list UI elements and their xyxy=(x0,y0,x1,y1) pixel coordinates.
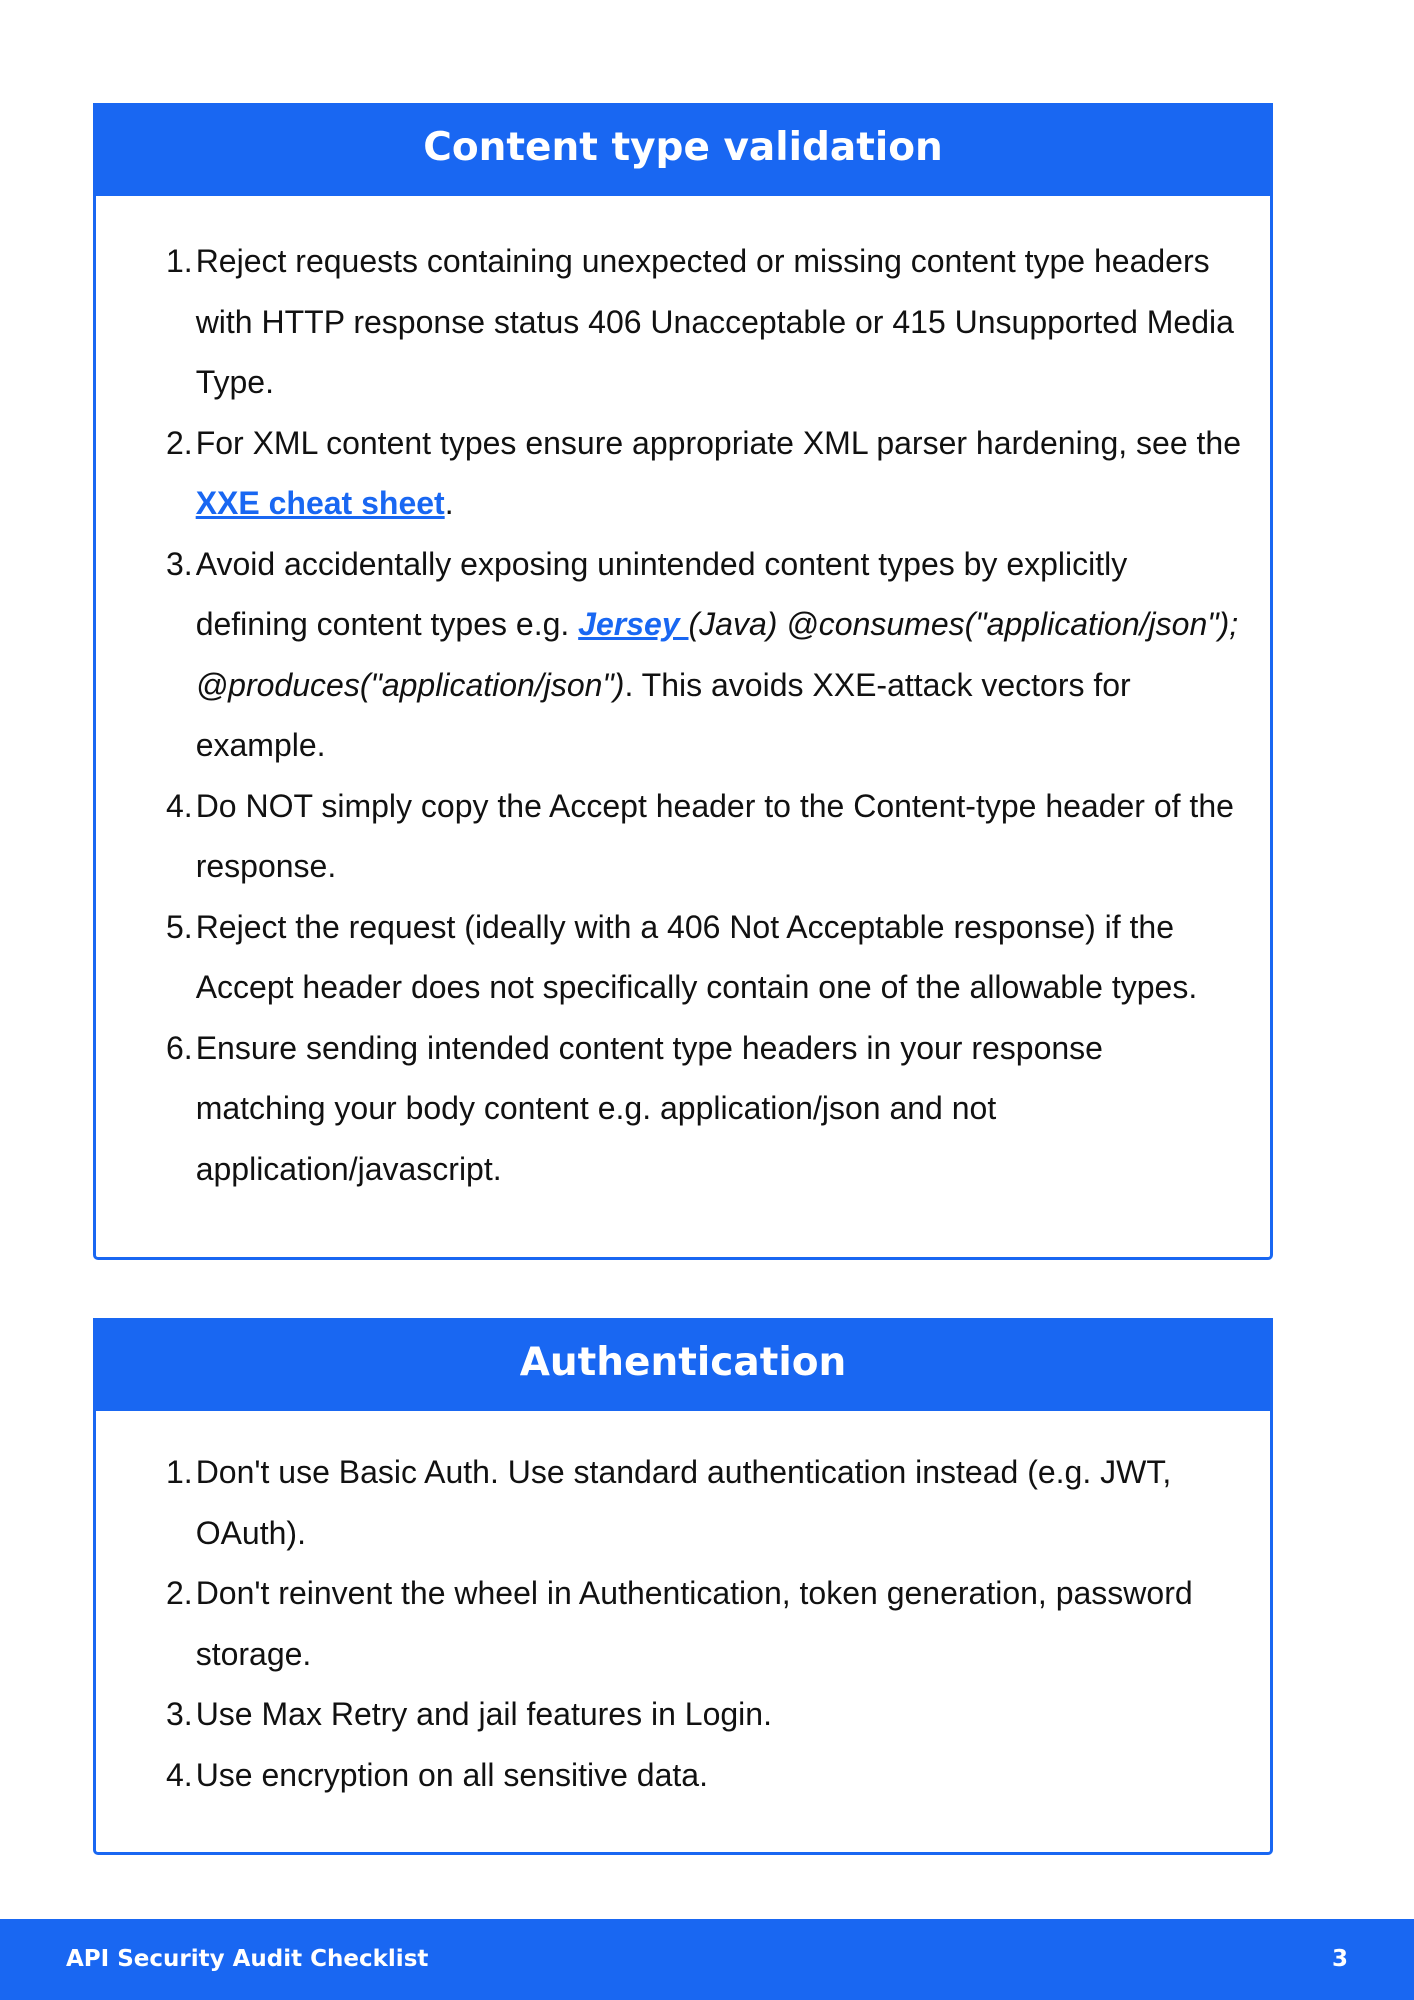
content-type-validation-list xyxy=(166,231,1241,1199)
list-item xyxy=(166,897,1241,1018)
list-item xyxy=(166,1684,1206,1745)
list-number: 2. xyxy=(166,424,193,461)
page-number: 3 xyxy=(1331,1946,1348,1972)
xxe-cheat-sheet-link[interactable]: XXE cheat sheet xyxy=(195,485,445,521)
list-item xyxy=(166,1442,1206,1563)
authentication-card xyxy=(93,1318,1273,1855)
list-text: Reject the request (ideally with a 406 Not Acceptable response) if the Accept header does not specifically contain one of the allowable types. xyxy=(195,908,1198,1005)
list-item xyxy=(166,1018,1241,1200)
authentication-title: Authentication xyxy=(93,1318,1273,1411)
list-text: Don't use Basic Auth. Use standard authentication instead (e.g. JWT, OAuth). xyxy=(195,1454,1172,1551)
list-text: Use encryption on all sensitive data. xyxy=(195,1756,708,1793)
list-number: 1. xyxy=(166,1454,193,1490)
list-text: Use Max Retry and jail features in Login. xyxy=(195,1696,772,1732)
authentication-list xyxy=(166,1442,1206,1805)
list-text-after: . xyxy=(444,485,454,521)
list-item xyxy=(166,231,1241,413)
jersey-link[interactable]: Jersey xyxy=(578,606,689,642)
list-item xyxy=(166,1563,1206,1684)
page-footer xyxy=(0,1919,1414,2000)
list-text: Do NOT simply copy the Accept header to the Content-type header of the response. xyxy=(195,787,1234,884)
list-text xyxy=(196,534,1241,776)
list-number: 3. xyxy=(166,1696,193,1732)
list-number: 2. xyxy=(166,1575,193,1611)
content-type-validation-card xyxy=(93,103,1273,1260)
content-type-validation-title: Content type validation xyxy=(93,103,1273,196)
list-text xyxy=(196,413,1241,534)
list-number: 6. xyxy=(166,1029,193,1066)
list-item xyxy=(166,534,1241,776)
list-item xyxy=(166,413,1241,534)
list-item xyxy=(166,776,1241,897)
code-annotation-text: (Java) @consumes("application/json"); @produces("application/json") xyxy=(195,606,1239,703)
list-number: 4. xyxy=(166,787,193,824)
list-text-after: . This avoids XXE-attack vectors for example. xyxy=(195,666,1131,763)
list-number: 5. xyxy=(166,908,193,945)
list-text: Don't reinvent the wheel in Authentication, token generation, password storage. xyxy=(195,1575,1193,1672)
list-text: Reject requests containing unexpected or missing content type headers with HTTP response status 406 Unacceptable or 415 Unsupported Media Type. xyxy=(195,243,1234,400)
list-text-before: Avoid accidentally exposing unintended content types by explicitly defining content types e.g. xyxy=(195,545,1128,642)
footer-title: API Security Audit Checklist xyxy=(66,1946,429,1972)
list-text-before: For XML content types ensure appropriate XML parser hardening, see the xyxy=(195,424,1242,461)
list-number: 3. xyxy=(166,545,193,582)
list-item xyxy=(166,1745,1206,1806)
list-number: 1. xyxy=(166,243,193,279)
list-number: 4. xyxy=(166,1756,193,1793)
list-text: Ensure sending intended content type headers in your response matching your body content e.g. application/json and not application/javascript. xyxy=(195,1029,1103,1187)
